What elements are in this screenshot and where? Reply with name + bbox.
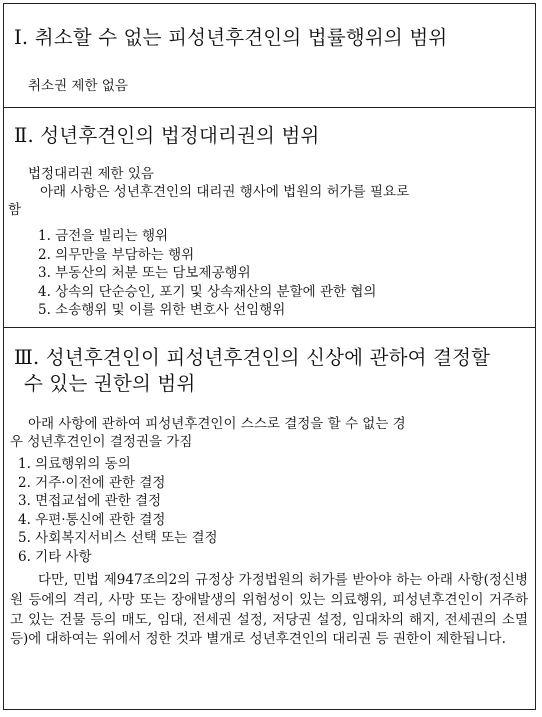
section-2-body-line-2: 아래 사항은 성년후견인의 대리권 행사에 법원의 허가를 필요로 bbox=[40, 184, 410, 200]
list-item: 2. 의무만을 부담하는 행위 bbox=[38, 246, 195, 263]
section-2-body-line-1: 법정대리권 제한 있음 bbox=[28, 166, 154, 182]
section-2 bbox=[4, 108, 535, 328]
list-item: 5. 소송행위 및 이를 위한 변호사 선임행위 bbox=[38, 302, 286, 319]
list-item: 3. 부동산의 처분 또는 담보제공행위 bbox=[38, 265, 251, 282]
list-item: 1. 의료행위의 동의 bbox=[18, 456, 131, 472]
list-item: 4. 상속의 단순승인, 포기 및 상속재산의 분할에 관한 협의 bbox=[38, 283, 377, 300]
section-1-heading: Ⅰ. 취소할 수 없는 피성년후견인의 법률행위의 범위 bbox=[14, 26, 448, 49]
section-3-heading-line-1: Ⅲ. 성년후견인이 피성년후견인의 신상에 관하여 결정할 bbox=[14, 346, 491, 369]
section-1 bbox=[4, 4, 535, 108]
section-1-body: 취소권 제한 없음 bbox=[28, 78, 128, 94]
section-3-note: 다만, 민법 제947조의2의 규정상 가정법원의 허가를 받아야 하는 아래 사항(정신병원 등에의 격리, 사망 또는 장애발생의 위험성이 있는 의료행위, 피성년후견인이 거주하고 있는 건물 등의 매도, 임대, 전세권 설정, 저당권 설정, 임대차의 해지, 전세권의 소멸 등)에 대하여는 위에서 정한 것과 별개로 성년후견인의 대리권 등 권한이 제한됩니다. bbox=[10, 572, 528, 648]
document-frame bbox=[3, 3, 536, 710]
section-3-intro-line-2: 우 성년후견인이 결정권을 가짐 bbox=[10, 434, 193, 450]
section-3-intro-line-1: 아래 사항에 관하여 피성년후견인이 스스로 결정을 할 수 없는 경 bbox=[28, 416, 406, 432]
section-3-heading-line-2: 수 있는 권한의 범위 bbox=[24, 372, 196, 395]
list-item: 3. 면접교섭에 관한 결정 bbox=[18, 493, 162, 510]
list-item: 6. 기타 사항 bbox=[18, 548, 92, 565]
list-item: 1. 금전을 빌리는 행위 bbox=[38, 228, 169, 244]
list-item: 5. 사회복지서비스 선택 또는 결정 bbox=[18, 530, 218, 547]
section-2-heading: Ⅱ. 성년후견인의 법정대리권의 범위 bbox=[14, 124, 320, 147]
section-2-body-line-3: 함 bbox=[8, 202, 22, 218]
section-3 bbox=[4, 328, 535, 709]
list-item: 4. 우편·통신에 관한 결정 bbox=[18, 511, 166, 528]
list-item: 2. 거주·이전에 관한 결정 bbox=[18, 474, 166, 491]
section-3-list bbox=[18, 455, 218, 567]
section-2-list bbox=[38, 227, 376, 320]
